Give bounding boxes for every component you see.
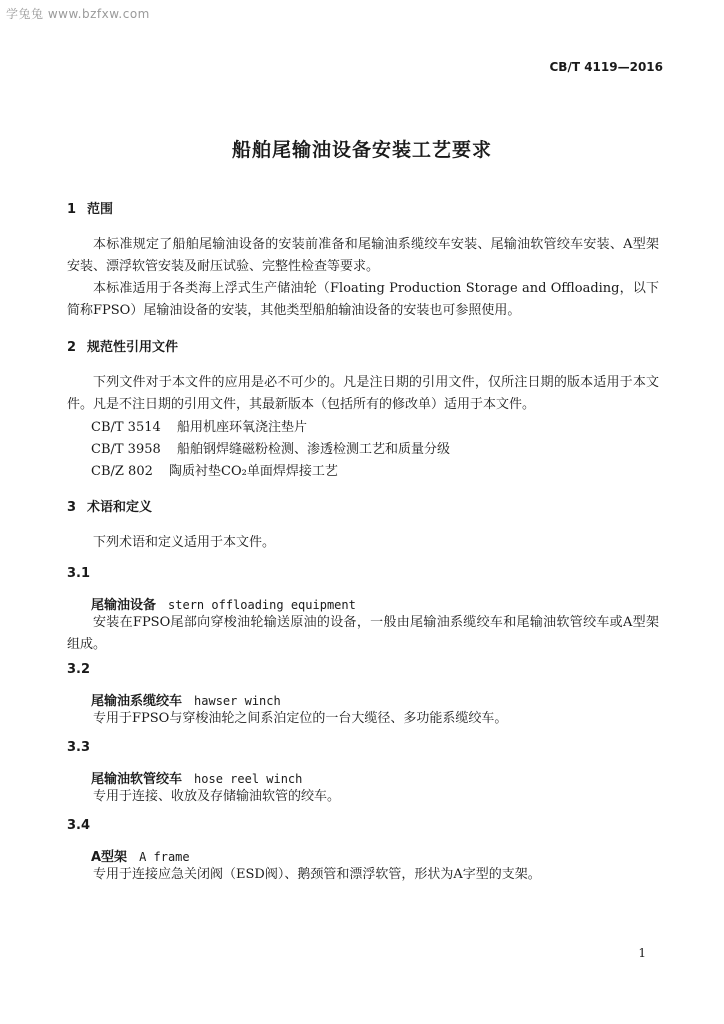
term-number: 3.3 [67, 740, 91, 755]
term-heading [91, 846, 190, 865]
term-heading [91, 690, 281, 709]
term-chinese: 尾输油软管绞车 [91, 772, 183, 787]
term-english: hose reel winch [194, 772, 303, 786]
term-english: stern offloading equipment [168, 598, 356, 612]
term-definition: 专用于FPSO与穿梭油轮之间系泊定位的一台大缆径、多功能系缆绞车。 [93, 711, 508, 726]
watermark: 学兔兔 www.bzfxw.com [6, 7, 150, 21]
term-heading [91, 768, 302, 787]
term-definition: 专用于连接应急关闭阀（ESD阀）、鹅颈管和漂浮软管，形状为A字型的支架。 [93, 867, 541, 882]
term-number: 3.4 [67, 818, 91, 833]
reference-title: 陶质衬垫CO₂单面焊焊接工艺 [169, 464, 338, 479]
section-number: 3 [67, 500, 77, 515]
section-1-paragraph-2: 本标准适用于各类海上浮式生产储油轮（Floating Production Storage and Offloading，以下简称FPSO）尾输油设备的安装，其他类型船舶输油设备的安装也可参照使用。 [67, 281, 659, 318]
term-chinese: A型架 [91, 850, 128, 865]
term-english: A frame [139, 850, 190, 864]
reference-title: 船用机座环氧浇注垫片 [177, 420, 308, 435]
reference-code: CB/Z 802 [91, 464, 153, 479]
section-2-heading [67, 336, 178, 355]
reference-item [91, 416, 307, 435]
term-english: hawser winch [194, 694, 281, 708]
document-number: CB/T 4119—2016 [549, 60, 663, 74]
term-definition: 专用于连接、收放及存储输油软管的绞车。 [93, 789, 341, 804]
page-number: 1 [638, 946, 646, 960]
reference-item [91, 438, 450, 457]
section-number: 1 [67, 202, 77, 217]
reference-item [91, 460, 338, 479]
section-title: 术语和定义 [87, 500, 153, 515]
reference-title: 船舶钢焊缝磁粉检测、渗透检测工艺和质量分级 [177, 442, 451, 457]
section-1-heading [67, 198, 113, 217]
section-title: 规范性引用文件 [87, 340, 179, 355]
term-number: 3.2 [67, 662, 91, 677]
page-title: 船舶尾输油设备安装工艺要求 [231, 139, 492, 161]
term-chinese: 尾输油设备 [91, 598, 157, 613]
term-definition: 安装在FPSO尾部向穿梭油轮输送原油的设备，一般由尾输油系缆绞车和尾输油软管绞车或A型架组成。 [67, 615, 659, 652]
section-1-paragraph-1: 本标准规定了船舶尾输油设备的安装前准备和尾输油系缆绞车安装、尾输油软管绞车安装、A型架安装、漂浮软管安装及耐压试验、完整性检查等要求。 [67, 237, 659, 274]
section-title: 范围 [87, 202, 114, 217]
term-chinese: 尾输油系缆绞车 [91, 694, 183, 709]
reference-code: CB/T 3958 [91, 442, 161, 457]
reference-code: CB/T 3514 [91, 420, 161, 435]
section-number: 2 [67, 340, 77, 355]
section-3-paragraph-1: 下列术语和定义适用于本文件。 [93, 535, 276, 550]
section-2-paragraph-1: 下列文件对于本文件的应用是必不可少的。凡是注日期的引用文件，仅所注日期的版本适用于本文件。凡是不注日期的引用文件，其最新版本（包括所有的修改单）适用于本文件。 [67, 375, 659, 412]
term-number: 3.1 [67, 566, 91, 581]
section-3-heading [67, 496, 152, 515]
term-heading [91, 594, 356, 613]
